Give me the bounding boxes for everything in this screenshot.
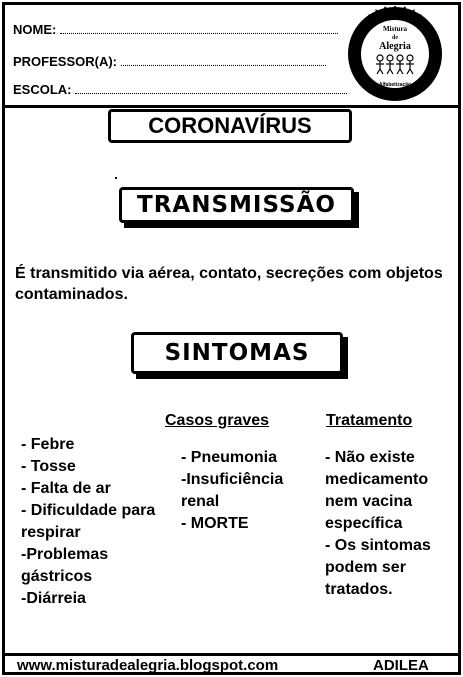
header — [5, 5, 458, 108]
symptom-item: - Tosse — [21, 458, 76, 475]
svg-text:de: de — [392, 35, 398, 41]
treatment-heading: Tratamento — [326, 412, 413, 429]
name-line — [60, 24, 338, 34]
teacher-field — [13, 54, 326, 69]
title-transmission: TRANSMISSÃO — [119, 187, 354, 223]
footer-author: ADILEA — [373, 657, 429, 674]
severe-item: - Pneumonia — [181, 449, 278, 466]
severe-cases-heading: Casos graves — [165, 412, 270, 429]
severe-cases-list — [181, 447, 311, 535]
mistura-de-alegria-logo — [347, 6, 443, 102]
worksheet — [2, 2, 461, 675]
severe-item: - MORTE — [181, 515, 249, 532]
treatment-item: - Não existe medicamento nem vacina específica — [325, 449, 429, 532]
symptom-item: - Falta de ar — [21, 480, 111, 497]
footer — [5, 653, 458, 675]
school-line — [75, 84, 347, 94]
stray-dot — [115, 177, 117, 179]
svg-text:Alfabetização: Alfabetização — [378, 82, 412, 88]
severe-item: -Insuficiência renal — [181, 471, 284, 510]
school-label: ESCOLA: — [13, 82, 72, 97]
school-field — [13, 82, 347, 97]
svg-text:Alegria: Alegria — [379, 41, 411, 52]
name-label: NOME: — [13, 22, 57, 37]
symptom-item: -Diárreia — [21, 590, 86, 607]
teacher-label: PROFESSOR(A): — [13, 54, 117, 69]
title-coronavirus: CORONAVÍRUS — [108, 109, 352, 143]
transmission-text: É transmitido via aérea, contato, secreções com objetos contaminados. — [15, 265, 443, 303]
title-symptoms: SINTOMAS — [131, 332, 343, 374]
treatment-list — [325, 447, 459, 601]
footer-site: www.misturadealegria.blogspot.com — [17, 657, 279, 674]
teacher-line — [121, 56, 326, 66]
symptom-item: - Febre — [21, 436, 75, 453]
name-field — [13, 22, 338, 37]
symptom-item: -Problemas gástricos — [21, 546, 109, 585]
treatment-item: - Os sintomas podem ser tratados. — [325, 537, 431, 598]
symptoms-list — [21, 434, 161, 610]
logo-text-top: Mistura — [382, 25, 408, 33]
symptom-item: - Dificuldade para respirar — [21, 502, 156, 541]
